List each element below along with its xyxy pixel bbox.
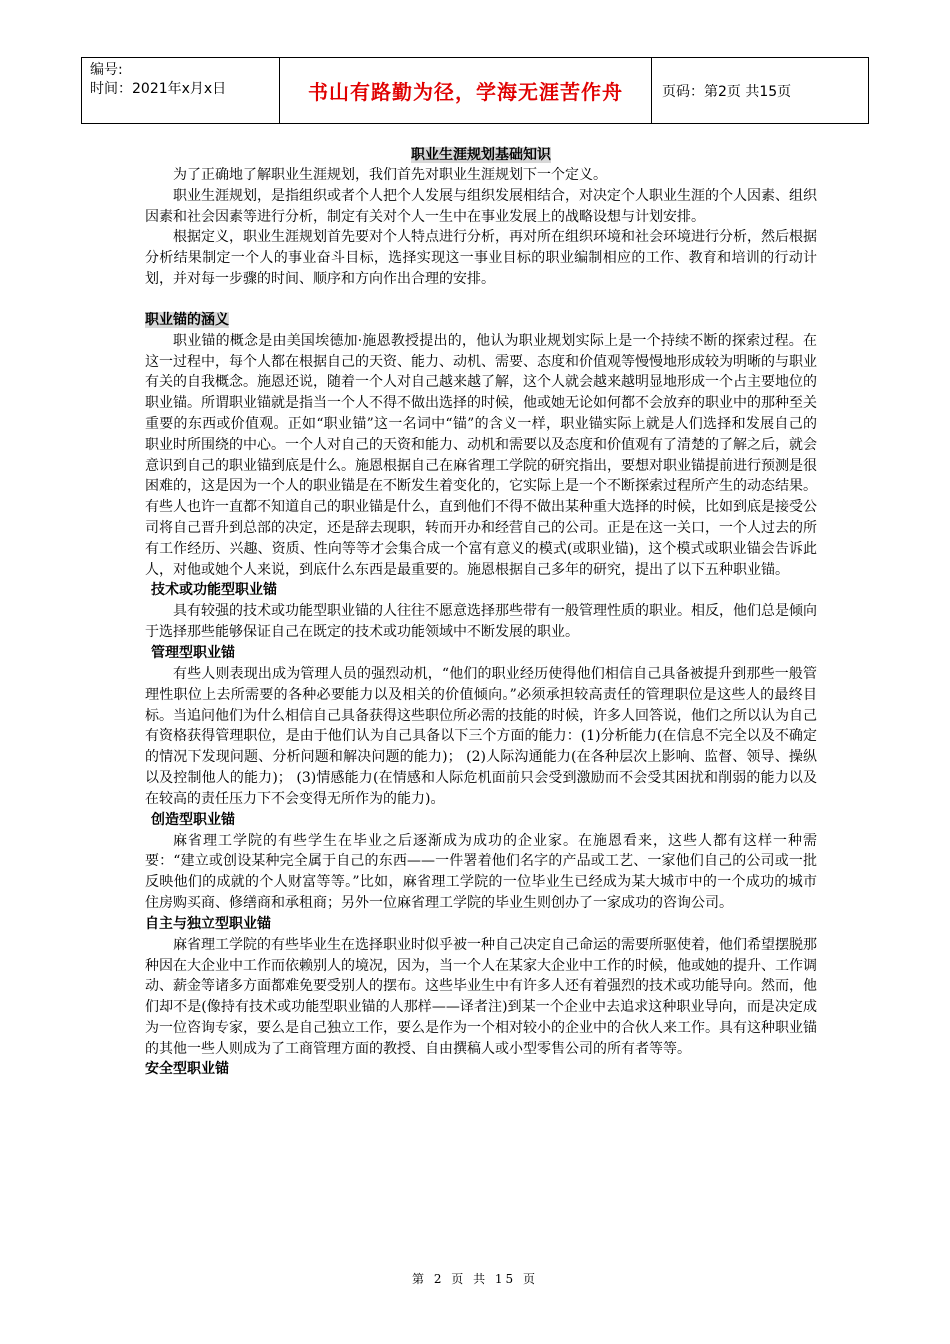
- header-motto: 书山有路勤为径，学海无涯苦作舟: [280, 58, 652, 123]
- section-paragraph-create: 麻省理工学院的有些学生在毕业之后逐渐成为成功的企业家。在施恩看来，这些人都有这样一种需要：“建立或创设某种完全属于自己的东西——一件署着他们名字的产品或工艺、一家他们自己的公司或一批反映他们的成就的个人财富等等。”比如，麻省理工学院的一位毕业生已经成为某大城市中的一个成功的城市住房购买商、修缮商和承租商；另外一位麻省理工学院的毕业生则创办了一家成功的咨询公司。: [145, 832, 817, 911]
- intro-paragraph-2: 职业生涯规划，是指组织或者个人把个人发展与组织发展相结合，对决定个人职业生涯的个人因素、组织因素和社会因素等进行分析，制定有关对个人一生中在事业发展上的战略设想与计划安排。: [145, 187, 817, 225]
- section-heading-tech: 技术或功能型职业锚: [151, 582, 277, 599]
- section-heading-anchor: 职业锚的涵义: [145, 311, 229, 328]
- time-label: 时间：2021年x月x日: [90, 81, 227, 97]
- section-paragraph-mgmt: 有些人则表现出成为管理人员的强烈动机，“他们的职业经历使得他们相信自己具备被提升到那些一般管理性职位上去所需要的各种必要能力以及相关的价值倾向。”必须承担较高责任的管理职位是这些人的最终目标。当追问他们为什么相信自己具备获得这些职位所必需的技能的时候，许多人回答说，他们之所以认为自己有资格获得管理职位，是由于他们认为自己具备以下三个方面的能力：(1)分析能力(在信息不完全以及不确定的情况下发现问题、分析问题和解决问题的能力)； (2)人际沟通能力(在各种层次上影响、监督、领导、操纵以及控制他人的能力)； (3)情感能力(在情感和人际危机面前只会受到激励而不会受其困扰和削弱的能力以及在较高的责任压力下不会变得无所作为的能力)。: [145, 665, 817, 807]
- page-label: 页码：第2页 共15页: [662, 83, 792, 100]
- section-paragraph-anchor: 职业锚的概念是由美国埃德加·施恩教授提出的，他认为职业规划实际上是一个持续不断的探索过程。在这一过程中，每个人都在根据自己的天资、能力、动机、需要、态度和价值观等慢慢地形成较为明晰的与职业有关的自我概念。施恩还说，随着一个人对自己越来越了解，这个人就会越来越明显地形成一个占主要地位的职业锚。所谓职业锚就是指当一个人不得不做出选择的时候，他或她无论如何都不会放弃的职业中的那种至关重要的东西或价值观。正如“职业锚”这一名词中“锚”的含义一样，职业锚实际上就是人们选择和发展自己的职业时所围绕的中心。一个人对自己的天资和能力、动机和需要以及态度和价值观有了清楚的了解之后，就会意识到自己的职业锚到底是什么。施恩根据自己在麻省理工学院的研究指出，要想对职业锚提前进行预测是很困难的，这是因为一个人的职业锚是在不断发生着变化的，它实际上是一个不断探索过程所产生的动态结果。有些人也许一直都不知道自己的职业锚是什么，直到他们不得不做出某种重大选择的时候，比如到底是接受公司将自己晋升到总部的决定，还是辞去现职，转而开办和经营自己的公司。正是在这一关口，一个人过去的所有工作经历、兴趣、资质、性向等等才会集合成一个富有意义的模式(或职业锚)，这个模式或职业锚会告诉此人，对他或她个人来说，到底什么东西是最重要的。施恩根据自己多年的研究，提出了以下五种职业锚。: [145, 332, 817, 578]
- page-title: 职业生涯规划基础知识: [411, 147, 551, 163]
- number-label: 编号:: [90, 62, 123, 78]
- section-paragraph-autonomy: 麻省理工学院的有些毕业生在选择职业时似乎被一种自己决定自己命运的需要所驱使着，他们希望摆脱那种因在大企业中工作而依赖别人的境况，因为，当一个人在某家大企业中工作的时候，他或她的提升、工作调动、薪金等诸多方面都难免要受别人的摆布。这些毕业生中有许多人还有着强烈的技术或功能导向。然而，他们却不是(像持有技术或功能型职业锚的人那样——译者注)到某一个企业中去追求这种职业导向，而是决定成为一位咨询专家，要么是自己独立工作，要么是作为一个相对较小的企业中的合伙人来工作。具有这种职业锚的其他一些人则成为了工商管理方面的教授、自由撰稿人或小型零售公司的所有者等等。: [145, 936, 817, 1057]
- intro-paragraph-3: 根据定义，职业生涯规划首先要对个人特点进行分析，再对所在组织环境和社会环境进行分析，然后根据分析结果制定一个人的事业奋斗目标，选择实现这一事业目标的职业编制相应的工作、教育和培训的行动计划，并对每一步骤的时间、顺序和方向作出合理的安排。: [145, 229, 817, 287]
- section-heading-autonomy: 自主与独立型职业锚: [145, 915, 271, 932]
- document-header: [81, 57, 869, 124]
- section-paragraph-tech: 具有较强的技术或功能型职业锚的人往往不愿意选择那些带有一般管理性质的职业。相反，他们总是倾向于选择那些能够保证自己在既定的技术或功能领域中不断发展的职业。: [145, 603, 817, 641]
- page-footer: 第 2 页 共 15 页: [412, 1272, 538, 1286]
- document-body: [145, 143, 817, 1080]
- section-heading-create: 创造型职业锚: [151, 811, 235, 828]
- intro-paragraph-1: 为了正确地了解职业生涯规划，我们首先对职业生涯规划下一个定义。: [173, 167, 607, 183]
- section-heading-security: 安全型职业锚: [145, 1061, 229, 1078]
- section-heading-mgmt: 管理型职业锚: [151, 644, 235, 661]
- header-meta: [82, 58, 280, 123]
